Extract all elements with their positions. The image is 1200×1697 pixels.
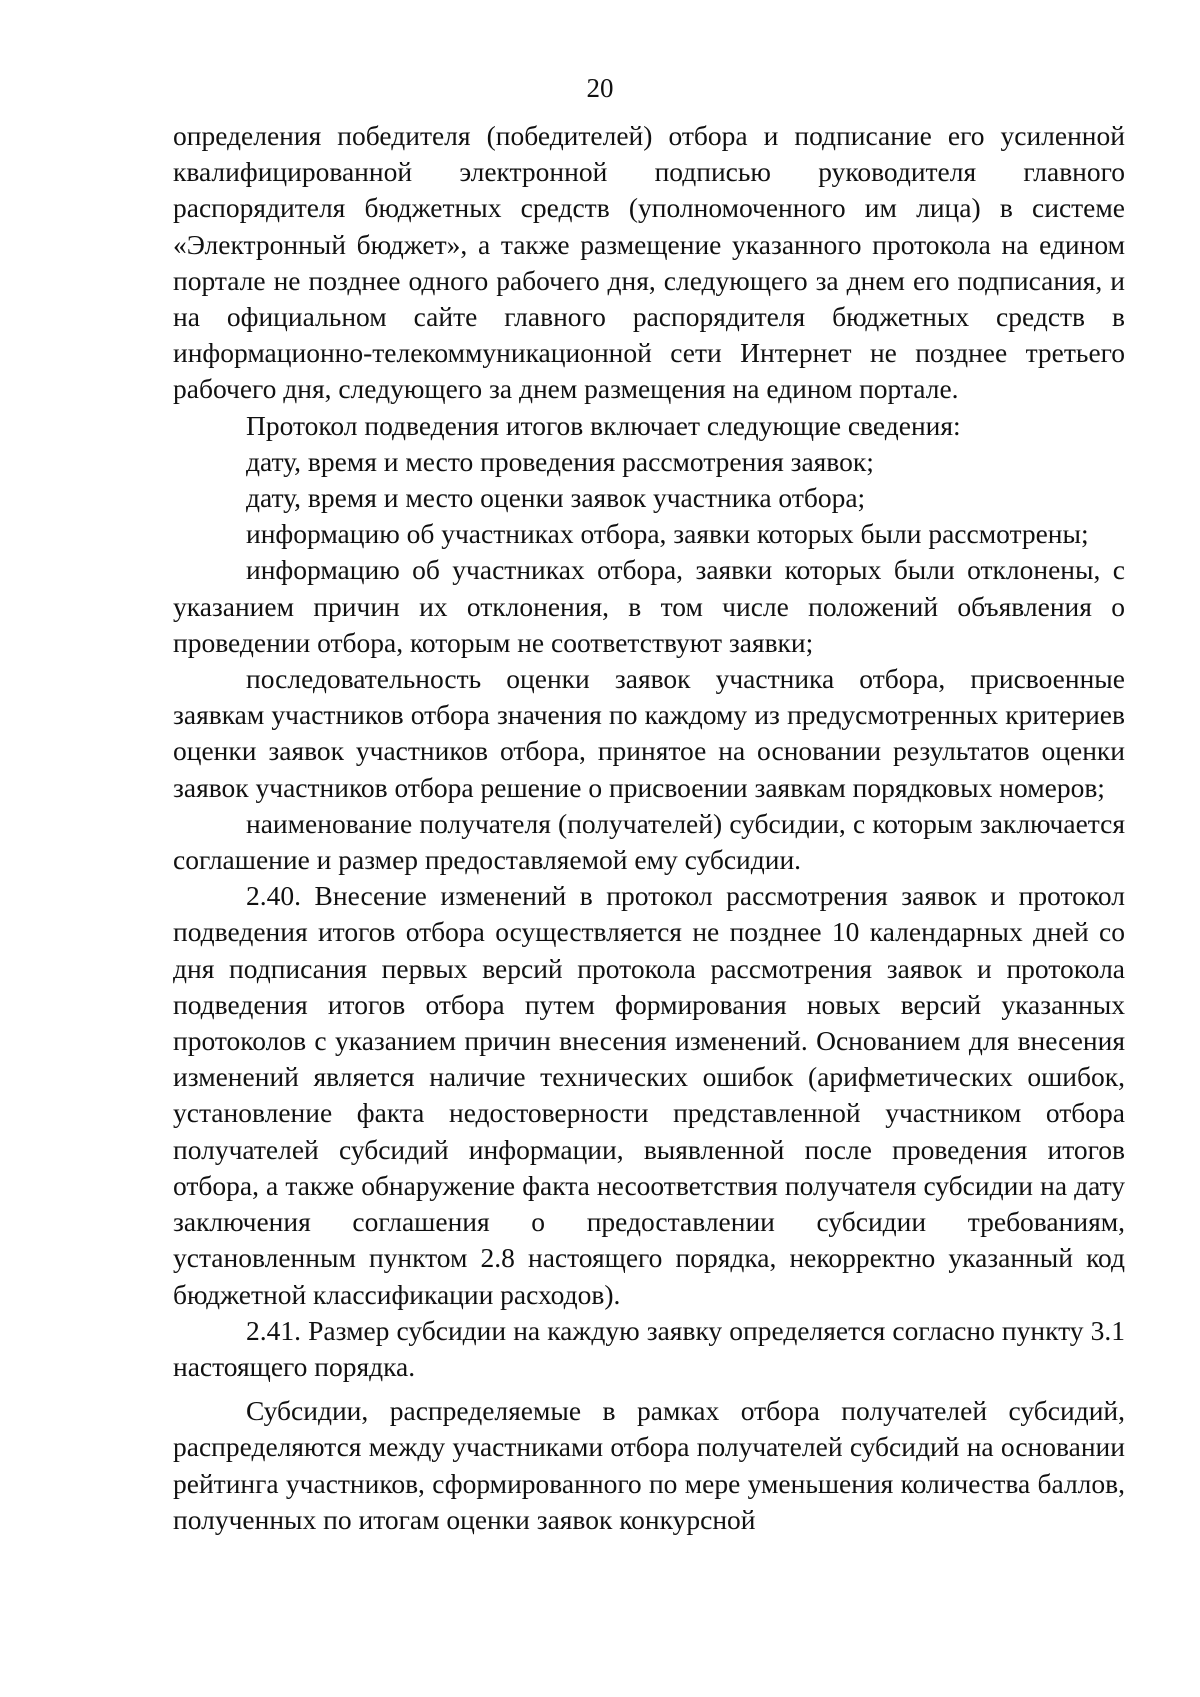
paragraph-subsidy-distribution: Субсидии, распределяемые в рамках отбора получателей субсидий, распределяются между участниками отбора получателей субсидий на основании рейтинга участников, сформированного по мере уменьшения количества баллов, полученных по итогам оценки заявок конкурсной (173, 1395, 1125, 1535)
list-item-reviewed-participants: информацию об участниках отбора, заявки которых были рассмотрены; (246, 518, 1089, 550)
paragraph-protocol-publication: определения победителя (победителей) отбора и подписание его усиленной квалифицированной электронной подписью руководителя главного распорядителя бюджетных средств (уполномоченного им лица) в системе «Электронный бюджет», а также размещение указанного протокола на едином портале не позднее одного рабочего дня, следующего за днем его подписания, и на официальном сайте главного распорядителя бюджетных средств в информационно-телекоммуникационной сети Интернет не позднее третьего рабочего дня, следующего за днем размещения на едином портале. (173, 120, 1125, 405)
paragraph-2-40: 2.40. Внесение изменений в протокол рассмотрения заявок и протокол подведения итогов отбора осуществляется не позднее 10 календарных дней со дня подписания первых версий протокола рассмотрения заявок и протокола подведения итогов отбора путем формирования новых версий указанных протоколов с указанием причин внесения изменений. Основанием для внесения изменений является наличие технических ошибок (арифметических ошибок, установление факта недостоверности представленной участником отбора получателей субсидий информации, выявленной после проведения итогов отбора, а также обнаружение факта несоответствия получателя субсидии на дату заключения соглашения о предоставлении субсидии требованиям, установленным пунктом 2.8 настоящего порядка, некорректно указанный код бюджетной классификации расходов). (173, 880, 1125, 1310)
list-item-evaluation-sequence: последовательность оценки заявок участника отбора, присвоенные заявкам участников отбора значения по каждому из предусмотренных критериев оценки заявок участников отбора, принятое на основании результатов оценки заявок участников отбора решение о присвоении заявкам порядковых номеров; (173, 663, 1125, 803)
document-body (173, 118, 1125, 1538)
paragraph-protocol-contents-intro: Протокол подведения итогов включает следующие сведения: (246, 409, 961, 441)
page-number: 20 (586, 73, 614, 103)
list-item-rejected-participants: информацию об участниках отбора, заявки которых были отклонены, с указанием причин их отклонения, в том числе положений объявления о проведении отбора, которым не соответствуют заявки; (173, 554, 1125, 658)
paragraph-2-41: 2.41. Размер субсидии на каждую заявку определяется согласно пункту 3.1 настоящего порядка. (173, 1314, 1125, 1382)
list-item-evaluation-date: дату, время и место оценки заявок участника отбора; (246, 482, 866, 514)
list-item-recipient-name: наименование получателя (получателей) субсидии, с которым заключается соглашение и размер предоставляемой ему субсидии. (173, 807, 1125, 876)
list-item-review-date: дату, время и место проведения рассмотрения заявок; (246, 445, 874, 477)
